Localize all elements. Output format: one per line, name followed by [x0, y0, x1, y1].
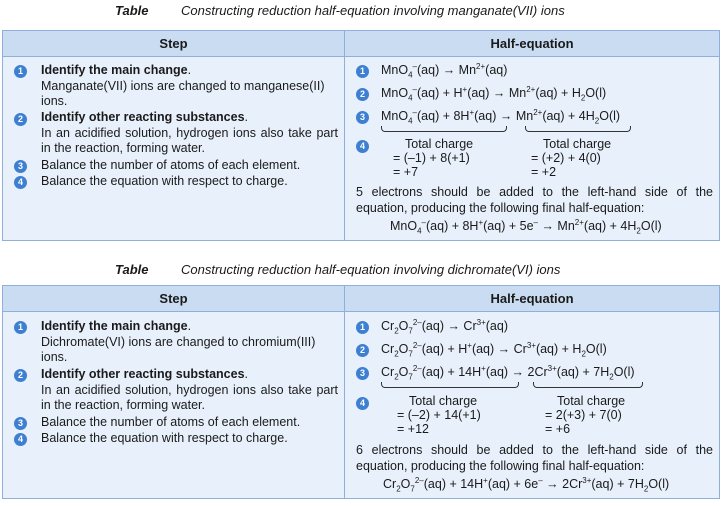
step-header: Step	[3, 31, 345, 57]
step-number-4: 4	[14, 176, 27, 189]
rhs-brace	[533, 382, 643, 388]
step-4-title: Balance the equation with respect to charge.	[41, 431, 288, 445]
caption-text: Constructing reduction half-equation involving dichromate(VI) ions	[181, 262, 561, 277]
step-2-title: Identify other reacting substances	[41, 110, 245, 124]
step-number-2: 2	[14, 369, 27, 382]
equation-3: $Cr_2O_7^{2-}(aq) + 14H^+(aq) \to 2Cr^{3+}(aq) + 7H_2O(l)$	[381, 363, 635, 382]
step-number-1: 1	[14, 321, 27, 334]
step-number-4: 4	[14, 433, 27, 446]
step-number-3: 3	[14, 417, 27, 430]
explanation-text: 5 electrons should be added to the left-hand side of the equation, producing the following final half-equation:	[356, 185, 713, 215]
equation-2: $Cr_2O_7^{2-}(aq) + H^+(aq) \to Cr^{3+}(aq) + H_2O(l)$	[381, 340, 607, 359]
half-equation-header: Half-equation	[345, 286, 720, 312]
step-3-title: Balance the number of atoms of each element.	[41, 158, 301, 172]
eq-number-4: 4	[356, 140, 369, 153]
step-3-title: Balance the number of atoms of each element.	[41, 415, 301, 429]
dichromate-table	[2, 285, 720, 499]
step-number-3: 3	[14, 160, 27, 173]
table-caption-1	[115, 3, 565, 18]
step-1-title: Identify the main change	[41, 63, 188, 77]
final-equation: $Cr_2O_7^{2-}(aq) + 14H^+(aq) + 6e^- \to 2Cr^{3+}(aq) + 7H_2O(l)$	[383, 475, 670, 494]
step-1-desc: Dichromate(VI) ions are changed to chromium(III) ions.	[41, 334, 316, 364]
half-equation-header: Half-equation	[345, 31, 720, 57]
rhs-charge-line2: = +6	[545, 422, 571, 436]
table-caption-2	[115, 262, 560, 277]
step-number-1: 1	[14, 65, 27, 78]
rhs-brace	[525, 126, 631, 132]
eq-number-1: 1	[356, 321, 369, 334]
equation-1: $Cr_2O_7^{2-}(aq) \to Cr^{3+}(aq)$	[381, 317, 508, 336]
lhs-charge	[393, 137, 473, 179]
caption-label: Table	[115, 3, 149, 18]
lhs-charge-label: Total charge	[405, 137, 474, 151]
rhs-charge	[545, 394, 625, 436]
eq-number-1: 1	[356, 65, 369, 78]
eq-number-3: 3	[356, 367, 369, 380]
step-1: Identify the main change. Manganate(VII) ions are changed to manganese(II) ions.	[41, 63, 325, 108]
eq-number-2: 2	[356, 344, 369, 357]
step-2-desc: In an acidified solution, hydrogen ions also take part in the reaction, forming water.	[41, 382, 338, 412]
step-2: Identify other reacting substances. In an acidified solution, hydrogen ions also take part in the reaction, forming water.	[41, 110, 338, 155]
rhs-charge-label: Total charge	[543, 137, 612, 151]
step-1-title: Identify the main change	[41, 319, 188, 333]
rhs-charge	[531, 137, 611, 179]
rhs-charge-line1: = 2(+3) + 7(0)	[545, 408, 622, 422]
rhs-charge-line1: = (+2) + 4(0)	[531, 151, 601, 165]
step-number-2: 2	[14, 113, 27, 126]
caption-text: Constructing reduction half-equation involving manganate(VII) ions	[181, 3, 565, 18]
lhs-brace	[381, 382, 519, 388]
lhs-brace	[381, 126, 507, 132]
eq-number-2: 2	[356, 88, 369, 101]
manganate-table	[2, 30, 720, 241]
eq-number-4: 4	[356, 397, 369, 410]
lhs-charge-line1: = (–1) + 8(+1)	[393, 151, 470, 165]
final-equation: $MnO_4^-(aq) + 8H^+(aq) + 5e^- \to Mn^{2+}(aq) + 4H_2O(l)$	[390, 217, 662, 236]
step-1: Identify the main change. Dichromate(VI) ions are changed to chromium(III) ions.	[41, 319, 316, 364]
step-header: Step	[3, 286, 345, 312]
step-2: Identify other reacting substances. In an acidified solution, hydrogen ions also take part in the reaction, forming water.	[41, 367, 338, 412]
caption-label: Table	[115, 262, 149, 277]
explanation-text: 6 electrons should be added to the left-hand side of the equation, producing the following final half-equation:	[356, 443, 713, 473]
step-4-title: Balance the equation with respect to charge.	[41, 174, 288, 188]
step-2-desc: In an acidified solution, hydrogen ions also take part in the reaction, forming water.	[41, 125, 338, 155]
step-2-title: Identify other reacting substances	[41, 367, 245, 381]
equation-2: $MnO_4^-(aq) + H^+(aq) \to Mn^{2+}(aq) + H_2O(l)$	[381, 84, 607, 103]
equation-3: $MnO_4^-(aq) + 8H^+(aq) \to Mn^{2+}(aq) + 4H_2O(l)$	[381, 107, 621, 126]
lhs-charge-line1: = (–2) + 14(+1)	[397, 408, 481, 422]
equation-1: $MnO_4^-(aq) \to Mn^{2+}(aq)$	[381, 61, 508, 80]
rhs-charge-line2: = +2	[531, 165, 557, 179]
lhs-charge-line2: = +12	[397, 422, 429, 436]
lhs-charge-line2: = +7	[393, 165, 419, 179]
step-1-desc: Manganate(VII) ions are changed to manganese(II) ions.	[41, 78, 325, 108]
lhs-charge	[397, 394, 481, 436]
rhs-charge-label: Total charge	[557, 394, 626, 408]
lhs-charge-label: Total charge	[409, 394, 478, 408]
eq-number-3: 3	[356, 111, 369, 124]
